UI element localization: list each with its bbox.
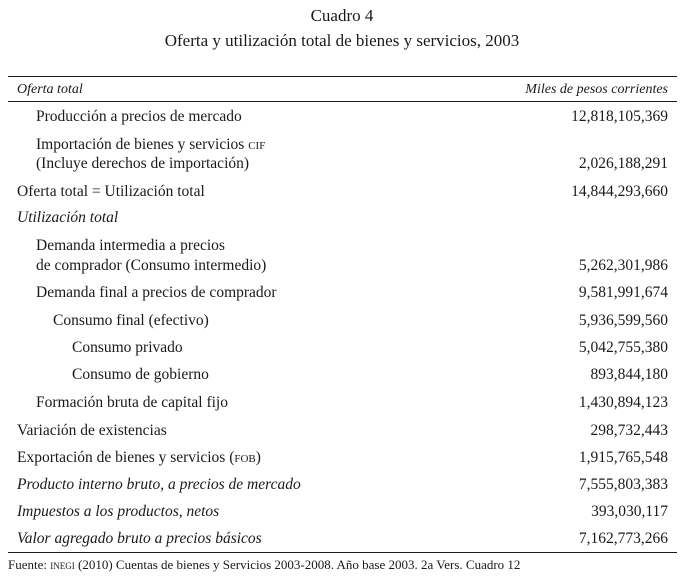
row-value: 5,936,599,560 (578, 312, 668, 329)
row-value: 1,915,765,548 (578, 449, 668, 466)
row-label: Oferta total = Utilización total (17, 183, 205, 200)
row-label: Impuestos a los productos, netos (17, 503, 220, 520)
row-label: Producto interno bruto, a precios de mercado (17, 476, 301, 493)
row-label: Producción a precios de mercado (36, 108, 242, 125)
row-label: Demanda final a precios de comprador (36, 284, 277, 301)
row-label: Importación de bienes y servicios cif (36, 136, 266, 153)
table-title: Cuadro 4 (310, 6, 374, 25)
row-value: 298,732,443 (590, 422, 668, 439)
row-value: 393,030,117 (591, 503, 668, 520)
row-value: 7,162,773,266 (578, 530, 668, 547)
cif-abbr: cif (248, 136, 266, 153)
row-value: 14,844,293,660 (571, 183, 668, 200)
row-label: Variación de existencias (17, 422, 167, 439)
row-label: Valor agregado bruto a precios básicos (17, 530, 262, 547)
row-value: 893,844,180 (590, 366, 668, 383)
bottom-rule (8, 552, 677, 553)
row-value: 5,042,755,380 (578, 339, 668, 356)
row-label: Consumo final (efectivo) (53, 312, 209, 329)
fob-abbr: (fob) (229, 449, 261, 466)
row-value: 12,818,105,369 (571, 108, 668, 125)
row-value: 9,581,991,674 (578, 284, 668, 301)
table-subtitle: Oferta y utilización total de bienes y servicios, 2003 (164, 31, 520, 50)
row-value: 7,555,803,383 (578, 476, 668, 493)
header-left: Oferta total (17, 82, 83, 97)
row-value: 5,262,301,986 (578, 257, 668, 274)
section-label: Utilización total (17, 209, 119, 226)
source-note: Fuente: inegi (2010) Cuentas de bienes y Servicios 2003-2008. Año base 2003. 2a Vers. Cuadro 12 (8, 557, 521, 572)
source-org: inegi (50, 557, 75, 572)
header-rule (8, 101, 677, 102)
row-label: Consumo privado (72, 339, 183, 356)
row-label: Formación bruta de capital fijo (36, 394, 228, 411)
row-label: Exportación de bienes y servicios (fob) (17, 449, 261, 466)
top-rule (8, 76, 677, 77)
row-label: Consumo de gobierno (72, 366, 209, 383)
row-value: 2,026,188,291 (578, 155, 668, 172)
header-right: Miles de pesos corrientes (525, 82, 668, 97)
row-label-line2: (Incluye derechos de importación) (36, 155, 250, 172)
row-label: Demanda intermedia a precios (36, 237, 225, 254)
row-label-line2: de comprador (Consumo intermedio) (36, 257, 267, 274)
row-value: 1,430,894,123 (578, 394, 668, 411)
